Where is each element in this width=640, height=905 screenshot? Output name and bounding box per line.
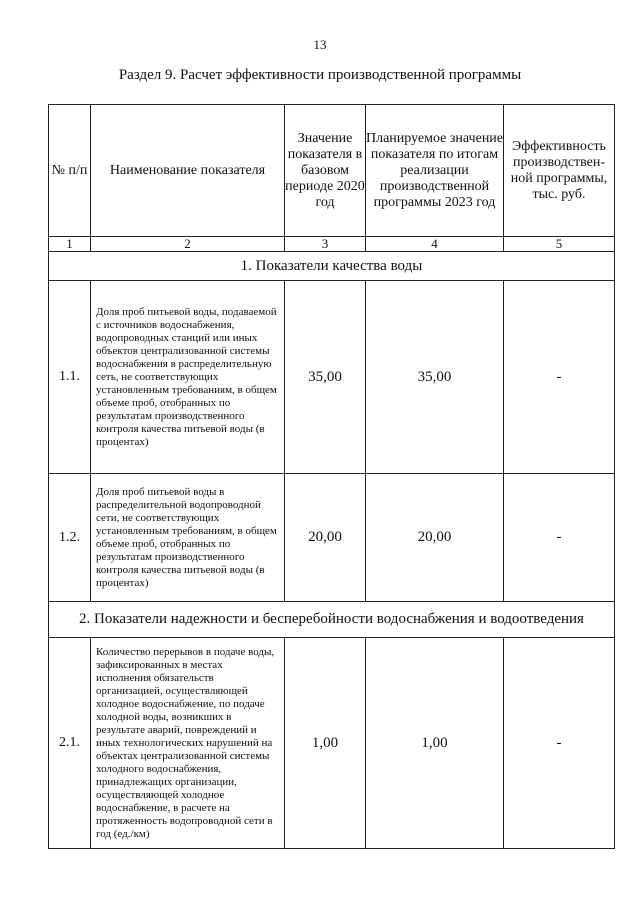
base-value: 1,00 (285, 638, 366, 849)
efficiency-value: - (504, 638, 615, 849)
row-number: 1.2. (49, 474, 91, 602)
planned-value: 1,00 (366, 638, 504, 849)
indicator-name: Доля проб питьевой воды, подаваемой с источников водоснабжения, водопроводных станций или иных объектов централизованной системы водоснабжения в распределительную сеть, не соответствующих установленным требованиям, в общем объеме проб, отобранных по результатам производственного контроля качества питьевой воды (в процентах) (91, 281, 285, 474)
base-value: 35,00 (285, 281, 366, 474)
page-number: 13 (313, 37, 327, 52)
header-num: № п/п (49, 105, 91, 237)
section-title: Раздел 9. Расчет эффективности производственной программы (118, 67, 522, 83)
row-number: 2.1. (49, 638, 91, 849)
indicator-name: Количество перерывов в подаче воды, зафиксированных в местах исполнения обязательств организацией, осуществляющей холодное водоснабжение, по подаче холодной воды, возникших в результате аварий, повреждений и иных технологических нарушений на объектах централизованной системы холодного водоснабжения, принадлежащих организации, осуществляющей холодное водоснабжение, в расчете на протяженность водопроводной сети в год (ед./км) (91, 638, 285, 849)
col-number-5: 5 (504, 237, 615, 252)
header-planned-value: Планируемое значение показателя по итогам реализации производственной программы 2023 год (366, 105, 504, 237)
col-number-3: 3 (285, 237, 366, 252)
base-value: 20,00 (285, 474, 366, 602)
col-number-2: 2 (91, 237, 285, 252)
efficiency-value: - (504, 474, 615, 602)
indicator-name: Доля проб питьевой воды в распределительной водопроводной сети, не соответствующих установленным требованиям, в общем объеме проб, отобранных по результатам производственного контроля качества питьевой воды (в процентах) (91, 474, 285, 602)
planned-value: 20,00 (366, 474, 504, 602)
row-number: 1.1. (49, 281, 91, 474)
header-name: Наименование показателя (91, 105, 285, 237)
section-heading-water-quality: 1. Показатели качества воды (49, 252, 615, 281)
efficiency-table (48, 104, 615, 849)
header-efficiency: Эффективность производствен-ной программы, тыс. руб. (504, 105, 615, 237)
col-number-4: 4 (366, 237, 504, 252)
col-number-1: 1 (49, 237, 91, 252)
efficiency-value: - (504, 281, 615, 474)
header-base-value: Значение показателя в базовом периоде 2020 год (285, 105, 366, 237)
section-heading-reliability: 2. Показатели надежности и бесперебойности водоснабжения и водоотведения (49, 602, 615, 638)
planned-value: 35,00 (366, 281, 504, 474)
